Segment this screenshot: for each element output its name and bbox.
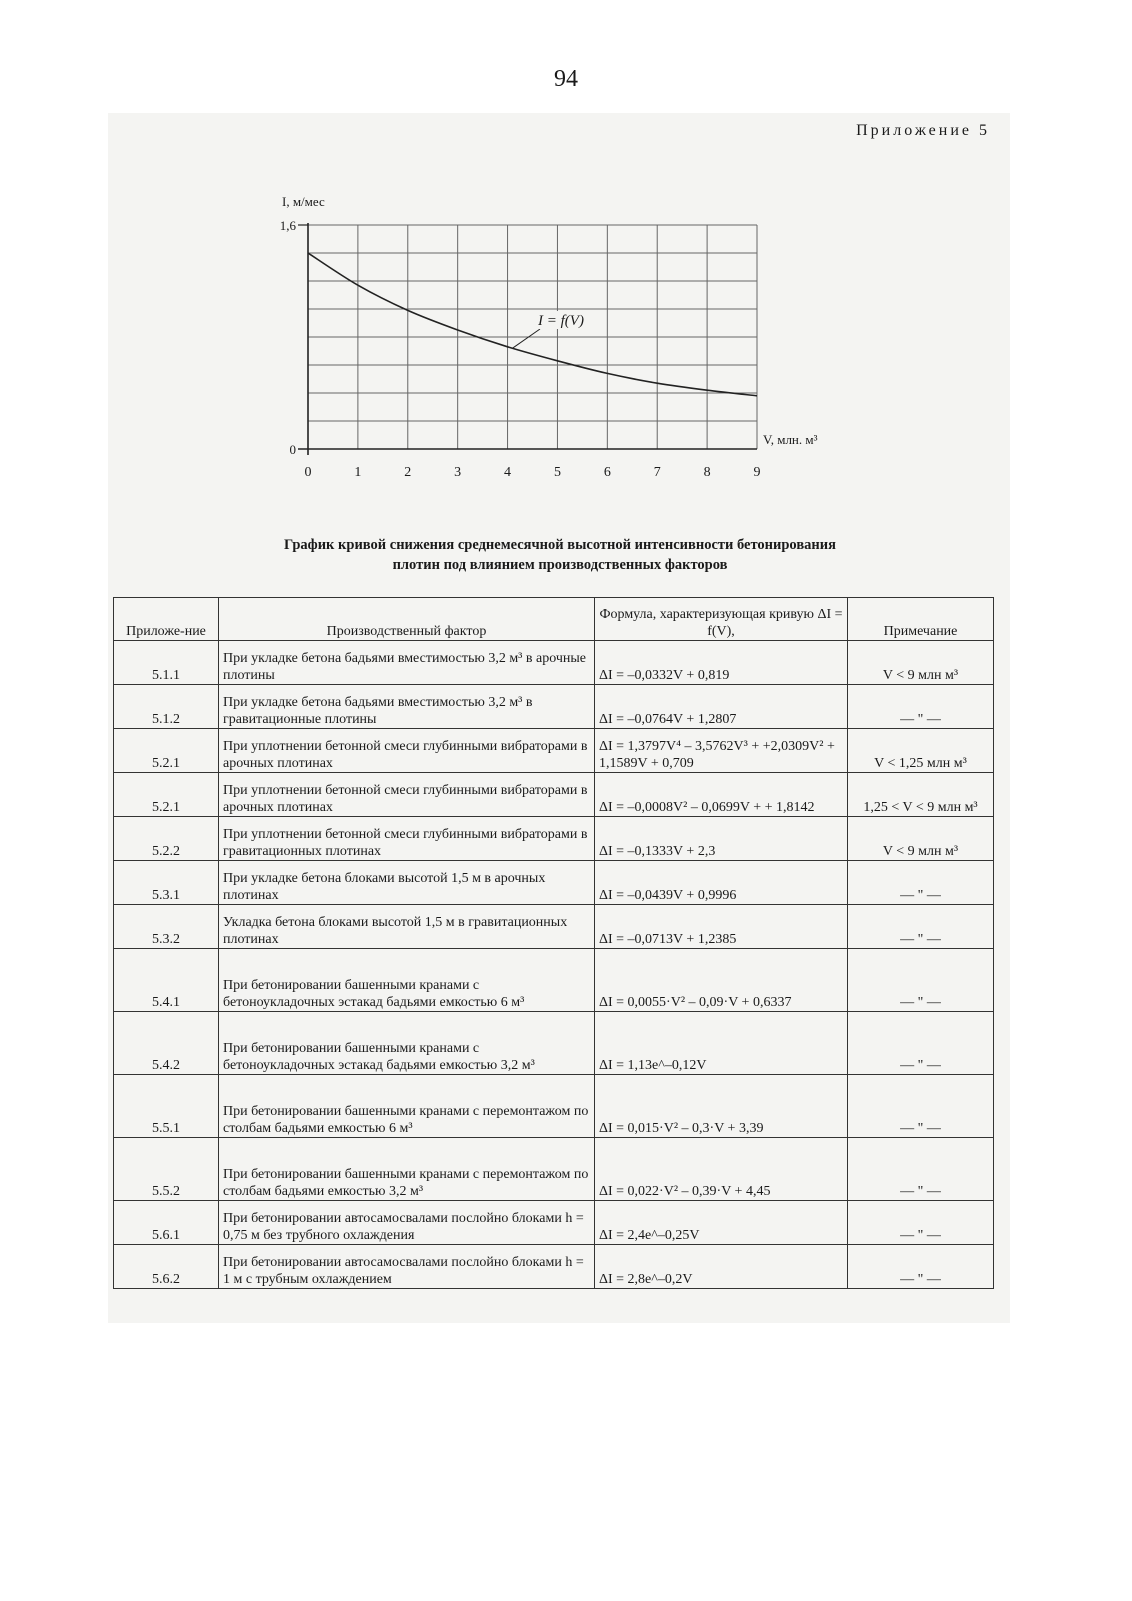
row-code: 5.6.1 (114, 1201, 219, 1245)
row-code: 5.3.2 (114, 905, 219, 949)
y-axis-label: I, м/мес (282, 194, 325, 209)
chart-caption (150, 535, 970, 575)
row-note: — " — (848, 1201, 994, 1245)
table-body (114, 641, 994, 1289)
x-tick-label: 4 (504, 465, 512, 480)
row-factor: При бетонировании башенными кранами с бетоноукладочных эстакад бадьями емкостью 6 м³ (219, 949, 595, 1012)
row-note: V < 9 млн м³ (848, 641, 994, 685)
row-note: — " — (848, 949, 994, 1012)
row-code: 5.2.1 (114, 729, 219, 773)
table-header-row (114, 598, 994, 641)
row-factor: При бетонировании автосамосвалами послойно блоками h = 0,75 м без трубного охлаждения (219, 1201, 595, 1245)
x-tick-labels (305, 465, 761, 480)
table-row (114, 1012, 994, 1075)
row-factor: При бетонировании башенными кранами с перемонтажом по столбам бадьями емкостью 3,2 м³ (219, 1138, 595, 1201)
appendix-label: Приложение 5 (856, 122, 990, 139)
row-formula: ΔI = –0,0332V + 0,819 (595, 641, 848, 685)
x-tick-label: 0 (304, 465, 312, 480)
x-tick-label: 5 (553, 465, 561, 480)
x-tick-label: 1 (354, 465, 362, 480)
caption-line-2: плотин под влиянием производственных факторов (392, 557, 728, 573)
row-note: — " — (848, 1012, 994, 1075)
row-code: 5.3.1 (114, 861, 219, 905)
row-note: — " — (848, 861, 994, 905)
table-row (114, 773, 994, 817)
chart (0, 0, 1132, 520)
header-note: Примечание (848, 598, 994, 641)
factors-table (113, 597, 994, 1289)
table-row (114, 641, 994, 685)
table-row (114, 949, 994, 1012)
table-row (114, 1201, 994, 1245)
header-factor: Производственный фактор (219, 598, 595, 641)
series-leader-line (513, 329, 540, 348)
row-formula: ΔI = 0,0055·V² – 0,09·V + 0,6337 (595, 949, 848, 1012)
row-factor: При укладке бетона бадьями вместимостью 3,2 м³ в арочные плотины (219, 641, 595, 685)
series-line (308, 253, 757, 396)
row-factor: При уплотнении бетонной смеси глубинными вибраторами в гравитационных плотинах (219, 817, 595, 861)
chart-grid (308, 225, 757, 449)
row-formula: ΔI = –0,0439V + 0,9996 (595, 861, 848, 905)
row-formula: ΔI = 1,3797V⁴ – 3,5762V³ + +2,0309V² + 1,1589V + 0,709 (595, 729, 848, 773)
chart-axes (298, 223, 757, 455)
row-formula: ΔI = 0,022·V² – 0,39·V + 4,45 (595, 1138, 848, 1201)
row-note: — " — (848, 905, 994, 949)
y-tick-labels (280, 218, 297, 457)
caption-line-1: График кривой снижения среднемесячной высотной интенсивности бетонирования (284, 537, 836, 553)
x-tick-label: 7 (653, 465, 661, 480)
x-tick-label: 9 (753, 465, 761, 480)
table-row (114, 861, 994, 905)
table-row (114, 685, 994, 729)
header-formula: Формула, характеризующая кривую ΔI = f(V), (595, 598, 848, 641)
page-number: 94 (554, 66, 578, 92)
row-note: — " — (848, 1245, 994, 1289)
table-row (114, 1075, 994, 1138)
table-row (114, 817, 994, 861)
row-code: 5.1.1 (114, 641, 219, 685)
row-formula: ΔI = 1,13e^–0,12V (595, 1012, 848, 1075)
row-code: 5.6.2 (114, 1245, 219, 1289)
y-tick-label: 0 (289, 442, 296, 457)
table-row (114, 729, 994, 773)
x-tick-label: 3 (454, 465, 462, 480)
row-note: — " — (848, 1075, 994, 1138)
row-note: — " — (848, 685, 994, 729)
table-row (114, 905, 994, 949)
series-label: I = f(V) (538, 313, 584, 329)
row-formula: ΔI = –0,0764V + 1,2807 (595, 685, 848, 729)
row-note: V < 9 млн м³ (848, 817, 994, 861)
x-axis-label: V, млн. м³ (763, 432, 818, 447)
row-factor: При бетонировании башенными кранами с бетоноукладочных эстакад бадьями емкостью 3,2 м³ (219, 1012, 595, 1075)
row-factor: При бетонировании башенными кранами с перемонтажом по столбам бадьями емкостью 6 м³ (219, 1075, 595, 1138)
row-formula: ΔI = 2,4e^–0,25V (595, 1201, 848, 1245)
table-row (114, 1138, 994, 1201)
row-code: 5.4.2 (114, 1012, 219, 1075)
row-factor: При уплотнении бетонной смеси глубинными вибраторами в арочных плотинах (219, 773, 595, 817)
table-row (114, 1245, 994, 1289)
row-note: 1,25 < V < 9 млн м³ (848, 773, 994, 817)
x-tick-label: 6 (603, 465, 611, 480)
row-factor: При бетонировании автосамосвалами послойно блоками h = 1 м с трубным охлаждением (219, 1245, 595, 1289)
row-factor: При уплотнении бетонной смеси глубинными вибраторами в арочных плотинах (219, 729, 595, 773)
row-formula: ΔI = –0,0008V² – 0,0699V + + 1,8142 (595, 773, 848, 817)
x-tick-label: 2 (404, 465, 412, 480)
row-code: 5.2.1 (114, 773, 219, 817)
row-code: 5.2.2 (114, 817, 219, 861)
row-code: 5.4.1 (114, 949, 219, 1012)
x-tick-label: 8 (703, 465, 711, 480)
row-note: — " — (848, 1138, 994, 1201)
row-note: V < 1,25 млн м³ (848, 729, 994, 773)
row-factor: При укладке бетона бадьями вместимостью 3,2 м³ в гравитационные плотины (219, 685, 595, 729)
row-factor: Укладка бетона блоками высотой 1,5 м в гравитационных плотинах (219, 905, 595, 949)
row-code: 5.1.2 (114, 685, 219, 729)
row-factor: При укладке бетона блоками высотой 1,5 м в арочных плотинах (219, 861, 595, 905)
row-code: 5.5.1 (114, 1075, 219, 1138)
y-tick-label: 1,6 (279, 218, 296, 233)
row-formula: ΔI = 0,015·V² – 0,3·V + 3,39 (595, 1075, 848, 1138)
row-code: 5.5.2 (114, 1138, 219, 1201)
row-formula: ΔI = –0,1333V + 2,3 (595, 817, 848, 861)
row-formula: ΔI = 2,8e^–0,2V (595, 1245, 848, 1289)
row-formula: ΔI = –0,0713V + 1,2385 (595, 905, 848, 949)
header-code: Приложе-ние (114, 598, 219, 641)
